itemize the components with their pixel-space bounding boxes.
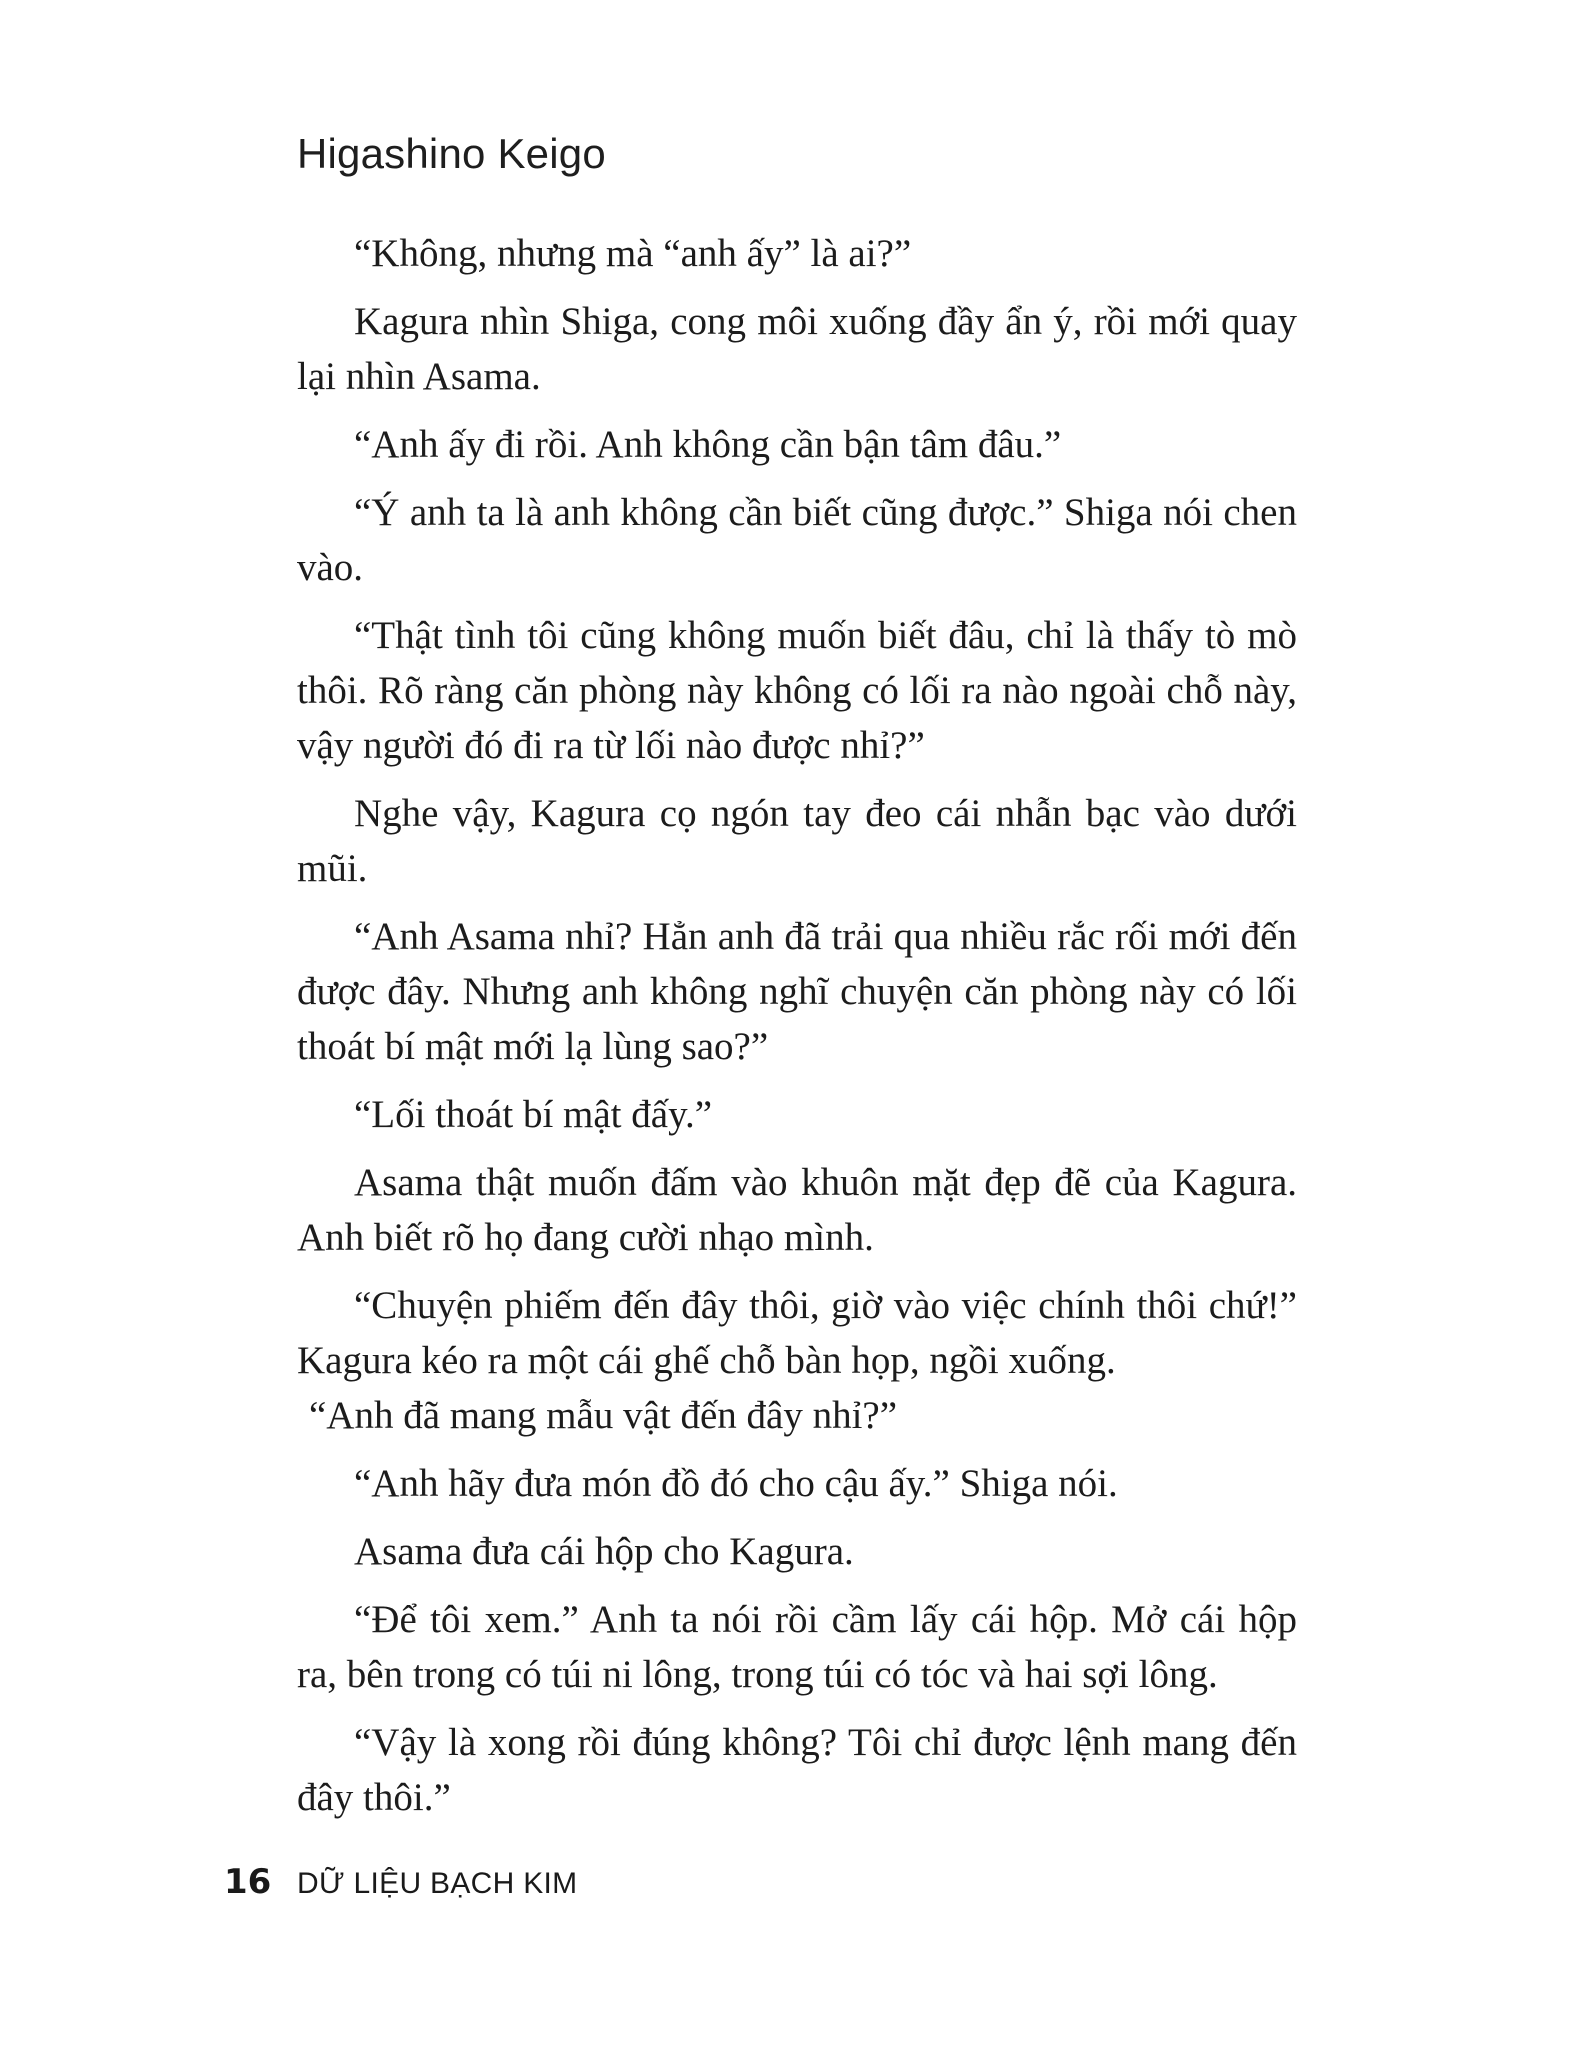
paragraph: “Chuyện phiếm đến đây thôi, giờ vào việc chính thôi chứ!” Kagura kéo ra một cái ghế chỗ bàn họp, ngồi xuống. <box>297 1284 1297 1382</box>
paragraph: “Ý anh ta là anh không cần biết cũng được.” Shiga nói chen vào. <box>297 491 1297 589</box>
paragraph: “Anh hãy đưa món đồ đó cho cậu ấy.” Shiga nói. <box>354 1462 1118 1505</box>
paragraph: “Vậy là xong rồi đúng không? Tôi chỉ được lệnh mang đến đây thôi.” <box>297 1721 1297 1819</box>
paragraph: Asama thật muốn đấm vào khuôn mặt đẹp đẽ của Kagura. Anh biết rõ họ đang cười nhạo mình. <box>297 1161 1297 1259</box>
paragraph: “Anh ấy đi rồi. Anh không cần bận tâm đâu.” <box>354 423 1062 466</box>
paragraph: “Thật tình tôi cũng không muốn biết đâu, chỉ là thấy tò mò thôi. Rõ ràng căn phòng này không có lối ra nào ngoài chỗ này, vậy người đó đi ra từ lối nào được nhỉ?” <box>297 614 1297 767</box>
paragraph: “Không, nhưng mà “anh ấy” là ai?” <box>354 232 912 275</box>
paragraph: Nghe vậy, Kagura cọ ngón tay đeo cái nhẫn bạc vào dưới mũi. <box>297 792 1297 890</box>
paragraph: Asama đưa cái hộp cho Kagura. <box>354 1530 854 1573</box>
paragraph: “Anh Asama nhỉ? Hẳn anh đã trải qua nhiều rắc rối mới đến được đây. Nhưng anh không nghĩ chuyện căn phòng này có lối thoát bí mật mới lạ lùng sao?” <box>297 915 1297 1068</box>
paragraph-continuation: “Anh đã mang mẫu vật đến đây nhỉ?” <box>309 1394 898 1437</box>
running-header-author: Higashino Keigo <box>297 130 606 177</box>
paragraph: “Để tôi xem.” Anh ta nói rồi cầm lấy cái hộp. Mở cái hộp ra, bên trong có túi ni lông, trong túi có tóc và hai sợi lông. <box>297 1598 1297 1696</box>
book-title: DỮ LIỆU BẠCH KIM <box>297 1867 578 1900</box>
body-text <box>297 226 1297 1838</box>
paragraph: Kagura nhìn Shiga, cong môi xuống đầy ẩn ý, rồi mới quay lại nhìn Asama. <box>297 300 1297 398</box>
paragraph: “Lối thoát bí mật đấy.” <box>354 1093 713 1136</box>
page-number: 16 <box>224 1862 272 1902</box>
page-footer <box>224 1862 577 1912</box>
